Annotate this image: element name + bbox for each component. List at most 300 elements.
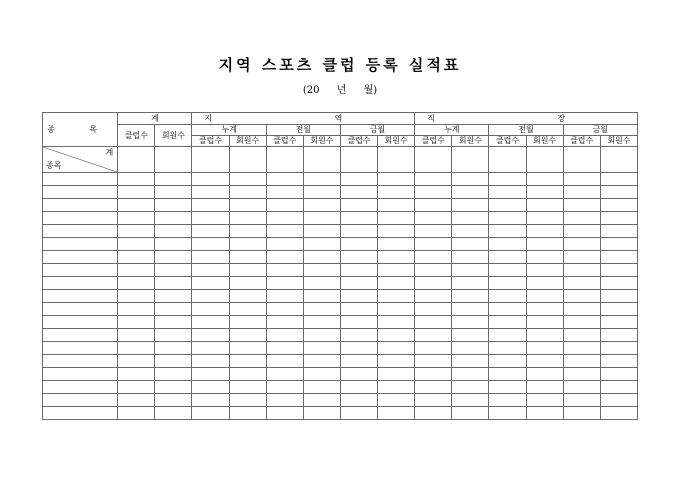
data-cell[interactable] xyxy=(600,199,637,212)
data-cell[interactable] xyxy=(526,173,563,186)
data-cell[interactable] xyxy=(563,212,600,225)
data-cell[interactable] xyxy=(563,173,600,186)
data-cell[interactable] xyxy=(563,316,600,329)
data-cell[interactable] xyxy=(340,277,377,290)
data-cell[interactable] xyxy=(192,368,229,381)
data-cell[interactable] xyxy=(600,238,637,251)
data-cell[interactable] xyxy=(489,251,526,264)
data-cell[interactable] xyxy=(600,186,637,199)
data-cell[interactable] xyxy=(118,316,155,329)
data-cell[interactable] xyxy=(155,147,192,173)
data-cell[interactable] xyxy=(526,394,563,407)
data-cell[interactable] xyxy=(192,342,229,355)
data-cell[interactable] xyxy=(303,355,340,368)
data-cell[interactable] xyxy=(526,355,563,368)
data-cell[interactable] xyxy=(489,394,526,407)
sport-cell[interactable] xyxy=(43,355,118,368)
data-cell[interactable] xyxy=(600,212,637,225)
data-cell[interactable] xyxy=(192,186,229,199)
data-cell[interactable] xyxy=(600,394,637,407)
data-cell[interactable] xyxy=(452,381,489,394)
data-cell[interactable] xyxy=(155,212,192,225)
data-cell[interactable] xyxy=(563,147,600,173)
data-cell[interactable] xyxy=(229,342,266,355)
data-cell[interactable] xyxy=(229,238,266,251)
data-cell[interactable] xyxy=(229,316,266,329)
table-row xyxy=(43,212,638,225)
data-cell[interactable] xyxy=(563,225,600,238)
data-cell[interactable] xyxy=(155,303,192,316)
data-cell[interactable] xyxy=(600,329,637,342)
data-cell[interactable] xyxy=(415,225,452,238)
data-cell[interactable] xyxy=(192,381,229,394)
data-cell[interactable] xyxy=(489,342,526,355)
data-cell[interactable] xyxy=(155,329,192,342)
data-cell[interactable] xyxy=(192,199,229,212)
data-cell[interactable] xyxy=(563,355,600,368)
data-cell[interactable] xyxy=(600,225,637,238)
sport-cell[interactable] xyxy=(43,290,118,303)
data-cell[interactable] xyxy=(155,381,192,394)
data-cell[interactable] xyxy=(415,186,452,199)
data-cell[interactable] xyxy=(192,212,229,225)
data-cell[interactable] xyxy=(563,186,600,199)
data-cell[interactable] xyxy=(303,329,340,342)
data-cell[interactable] xyxy=(526,290,563,303)
sport-cell[interactable] xyxy=(43,394,118,407)
data-cell[interactable] xyxy=(340,225,377,238)
data-cell[interactable] xyxy=(415,264,452,277)
data-cell[interactable] xyxy=(155,342,192,355)
data-cell[interactable] xyxy=(340,316,377,329)
data-cell[interactable] xyxy=(303,290,340,303)
data-cell[interactable] xyxy=(266,264,303,277)
data-cell[interactable] xyxy=(600,147,637,173)
data-cell[interactable] xyxy=(340,342,377,355)
sport-cell[interactable] xyxy=(43,303,118,316)
data-cell[interactable] xyxy=(340,290,377,303)
data-cell[interactable] xyxy=(452,147,489,173)
data-cell[interactable] xyxy=(452,303,489,316)
data-cell[interactable] xyxy=(192,173,229,186)
data-cell[interactable] xyxy=(489,303,526,316)
data-cell[interactable] xyxy=(452,199,489,212)
sport-cell[interactable] xyxy=(43,368,118,381)
data-cell[interactable] xyxy=(266,251,303,264)
data-cell[interactable] xyxy=(489,329,526,342)
data-cell[interactable] xyxy=(266,303,303,316)
data-cell[interactable] xyxy=(118,355,155,368)
data-cell[interactable] xyxy=(415,290,452,303)
data-cell[interactable] xyxy=(415,316,452,329)
data-cell[interactable] xyxy=(192,394,229,407)
data-cell[interactable] xyxy=(229,225,266,238)
data-cell[interactable] xyxy=(378,381,415,394)
data-cell[interactable] xyxy=(303,173,340,186)
data-cell[interactable] xyxy=(378,199,415,212)
data-cell[interactable] xyxy=(303,394,340,407)
data-cell[interactable] xyxy=(303,212,340,225)
data-cell[interactable] xyxy=(266,394,303,407)
data-cell[interactable] xyxy=(229,303,266,316)
data-cell[interactable] xyxy=(600,342,637,355)
data-cell[interactable] xyxy=(415,329,452,342)
data-cell[interactable] xyxy=(229,290,266,303)
data-cell[interactable] xyxy=(415,212,452,225)
data-cell[interactable] xyxy=(303,407,340,420)
data-cell[interactable] xyxy=(266,342,303,355)
data-cell[interactable] xyxy=(378,407,415,420)
data-cell[interactable] xyxy=(378,264,415,277)
data-cell[interactable] xyxy=(266,199,303,212)
data-cell[interactable] xyxy=(118,407,155,420)
data-cell[interactable] xyxy=(266,381,303,394)
data-cell[interactable] xyxy=(266,147,303,173)
data-cell[interactable] xyxy=(155,316,192,329)
data-cell[interactable] xyxy=(155,199,192,212)
data-cell[interactable] xyxy=(415,199,452,212)
data-cell[interactable] xyxy=(378,212,415,225)
data-cell[interactable] xyxy=(378,329,415,342)
data-cell[interactable] xyxy=(266,238,303,251)
data-cell[interactable] xyxy=(303,251,340,264)
data-cell[interactable] xyxy=(303,303,340,316)
data-cell[interactable] xyxy=(452,407,489,420)
data-cell[interactable] xyxy=(192,238,229,251)
data-cell[interactable] xyxy=(452,316,489,329)
data-cell[interactable] xyxy=(340,303,377,316)
data-cell[interactable] xyxy=(526,277,563,290)
data-cell[interactable] xyxy=(526,381,563,394)
data-cell[interactable] xyxy=(340,329,377,342)
data-cell[interactable] xyxy=(303,264,340,277)
data-cell[interactable] xyxy=(266,212,303,225)
data-cell[interactable] xyxy=(340,368,377,381)
data-cell[interactable] xyxy=(303,277,340,290)
sport-cell[interactable] xyxy=(43,199,118,212)
data-cell[interactable] xyxy=(340,186,377,199)
data-cell[interactable] xyxy=(229,277,266,290)
data-cell[interactable] xyxy=(415,355,452,368)
data-cell[interactable] xyxy=(563,290,600,303)
data-cell[interactable] xyxy=(378,368,415,381)
data-cell[interactable] xyxy=(118,147,155,173)
data-cell[interactable] xyxy=(526,199,563,212)
data-cell[interactable] xyxy=(229,147,266,173)
data-cell[interactable] xyxy=(155,225,192,238)
data-cell[interactable] xyxy=(415,147,452,173)
data-cell[interactable] xyxy=(452,329,489,342)
data-cell[interactable] xyxy=(489,407,526,420)
data-cell[interactable] xyxy=(526,238,563,251)
sport-cell[interactable] xyxy=(43,186,118,199)
data-cell[interactable] xyxy=(266,368,303,381)
data-cell[interactable] xyxy=(563,394,600,407)
data-cell[interactable] xyxy=(118,368,155,381)
data-cell[interactable] xyxy=(452,342,489,355)
sport-cell[interactable] xyxy=(43,225,118,238)
data-cell[interactable] xyxy=(489,316,526,329)
data-cell[interactable] xyxy=(155,251,192,264)
data-cell[interactable] xyxy=(266,173,303,186)
data-cell[interactable] xyxy=(415,251,452,264)
data-cell[interactable] xyxy=(600,251,637,264)
data-cell[interactable] xyxy=(452,173,489,186)
data-cell[interactable] xyxy=(118,199,155,212)
data-cell[interactable] xyxy=(192,147,229,173)
data-cell[interactable] xyxy=(118,251,155,264)
data-cell[interactable] xyxy=(229,212,266,225)
data-cell[interactable] xyxy=(192,290,229,303)
data-cell[interactable] xyxy=(526,342,563,355)
data-cell[interactable] xyxy=(340,355,377,368)
data-cell[interactable] xyxy=(452,251,489,264)
data-cell[interactable] xyxy=(452,264,489,277)
data-cell[interactable] xyxy=(378,290,415,303)
sport-cell[interactable] xyxy=(43,381,118,394)
data-cell[interactable] xyxy=(303,368,340,381)
data-cell[interactable] xyxy=(600,303,637,316)
data-cell[interactable] xyxy=(266,407,303,420)
data-cell[interactable] xyxy=(192,329,229,342)
data-cell[interactable] xyxy=(563,238,600,251)
sport-cell[interactable] xyxy=(43,277,118,290)
sport-cell[interactable] xyxy=(43,342,118,355)
sport-cell[interactable] xyxy=(43,238,118,251)
data-cell[interactable] xyxy=(192,316,229,329)
data-cell[interactable] xyxy=(415,407,452,420)
data-cell[interactable] xyxy=(415,303,452,316)
data-cell[interactable] xyxy=(303,147,340,173)
data-cell[interactable] xyxy=(378,277,415,290)
data-cell[interactable] xyxy=(489,355,526,368)
data-cell[interactable] xyxy=(229,355,266,368)
data-cell[interactable] xyxy=(452,394,489,407)
data-cell[interactable] xyxy=(303,316,340,329)
data-cell[interactable] xyxy=(266,186,303,199)
data-cell[interactable] xyxy=(415,368,452,381)
data-cell[interactable] xyxy=(489,264,526,277)
data-cell[interactable] xyxy=(452,186,489,199)
data-cell[interactable] xyxy=(229,368,266,381)
data-cell[interactable] xyxy=(155,277,192,290)
data-cell[interactable] xyxy=(600,355,637,368)
data-cell[interactable] xyxy=(229,264,266,277)
data-cell[interactable] xyxy=(563,303,600,316)
data-cell[interactable] xyxy=(118,290,155,303)
data-cell[interactable] xyxy=(118,238,155,251)
data-cell[interactable] xyxy=(266,316,303,329)
data-cell[interactable] xyxy=(303,225,340,238)
data-cell[interactable] xyxy=(192,303,229,316)
data-cell[interactable] xyxy=(118,394,155,407)
data-cell[interactable] xyxy=(600,316,637,329)
data-cell[interactable] xyxy=(563,342,600,355)
data-cell[interactable] xyxy=(526,329,563,342)
data-cell[interactable] xyxy=(563,329,600,342)
data-cell[interactable] xyxy=(340,407,377,420)
data-cell[interactable] xyxy=(526,264,563,277)
data-cell[interactable] xyxy=(415,342,452,355)
data-cell[interactable] xyxy=(155,264,192,277)
data-cell[interactable] xyxy=(526,147,563,173)
data-cell[interactable] xyxy=(155,368,192,381)
data-cell[interactable] xyxy=(489,238,526,251)
data-cell[interactable] xyxy=(452,238,489,251)
data-cell[interactable] xyxy=(118,381,155,394)
data-cell[interactable] xyxy=(378,342,415,355)
data-cell[interactable] xyxy=(340,381,377,394)
data-cell[interactable] xyxy=(266,290,303,303)
data-cell[interactable] xyxy=(600,277,637,290)
data-cell[interactable] xyxy=(303,342,340,355)
data-cell[interactable] xyxy=(526,303,563,316)
data-cell[interactable] xyxy=(155,355,192,368)
data-cell[interactable] xyxy=(192,277,229,290)
data-cell[interactable] xyxy=(600,381,637,394)
data-cell[interactable] xyxy=(229,394,266,407)
data-cell[interactable] xyxy=(378,173,415,186)
data-cell[interactable] xyxy=(118,303,155,316)
data-cell[interactable] xyxy=(378,186,415,199)
data-cell[interactable] xyxy=(192,264,229,277)
data-cell[interactable] xyxy=(118,342,155,355)
data-cell[interactable] xyxy=(415,381,452,394)
data-cell[interactable] xyxy=(415,238,452,251)
data-cell[interactable] xyxy=(378,316,415,329)
data-cell[interactable] xyxy=(563,407,600,420)
data-cell[interactable] xyxy=(489,381,526,394)
data-cell[interactable] xyxy=(378,238,415,251)
data-cell[interactable] xyxy=(229,173,266,186)
data-cell[interactable] xyxy=(600,173,637,186)
sport-cell[interactable] xyxy=(43,329,118,342)
sport-cell[interactable] xyxy=(43,264,118,277)
data-cell[interactable] xyxy=(192,355,229,368)
data-cell[interactable] xyxy=(229,186,266,199)
data-cell[interactable] xyxy=(600,407,637,420)
data-cell[interactable] xyxy=(266,225,303,238)
data-cell[interactable] xyxy=(563,264,600,277)
data-cell[interactable] xyxy=(155,238,192,251)
data-cell[interactable] xyxy=(118,173,155,186)
data-cell[interactable] xyxy=(266,329,303,342)
data-cell[interactable] xyxy=(489,225,526,238)
data-cell[interactable] xyxy=(489,186,526,199)
data-cell[interactable] xyxy=(378,147,415,173)
data-cell[interactable] xyxy=(489,199,526,212)
data-cell[interactable] xyxy=(303,238,340,251)
data-cell[interactable] xyxy=(452,355,489,368)
data-cell[interactable] xyxy=(118,277,155,290)
data-cell[interactable] xyxy=(155,290,192,303)
data-cell[interactable] xyxy=(526,368,563,381)
data-cell[interactable] xyxy=(378,394,415,407)
data-cell[interactable] xyxy=(526,316,563,329)
data-cell[interactable] xyxy=(229,199,266,212)
data-cell[interactable] xyxy=(415,394,452,407)
data-cell[interactable] xyxy=(378,303,415,316)
data-cell[interactable] xyxy=(452,225,489,238)
data-cell[interactable] xyxy=(303,186,340,199)
data-cell[interactable] xyxy=(563,381,600,394)
data-cell[interactable] xyxy=(415,173,452,186)
data-cell[interactable] xyxy=(563,251,600,264)
data-cell[interactable] xyxy=(526,225,563,238)
data-cell[interactable] xyxy=(563,368,600,381)
data-cell[interactable] xyxy=(118,212,155,225)
data-cell[interactable] xyxy=(229,251,266,264)
data-cell[interactable] xyxy=(340,251,377,264)
sport-cell[interactable] xyxy=(43,251,118,264)
data-cell[interactable] xyxy=(192,407,229,420)
data-cell[interactable] xyxy=(118,186,155,199)
data-cell[interactable] xyxy=(378,225,415,238)
data-cell[interactable] xyxy=(526,212,563,225)
data-cell[interactable] xyxy=(489,212,526,225)
data-cell[interactable] xyxy=(118,225,155,238)
data-cell[interactable] xyxy=(118,264,155,277)
data-cell[interactable] xyxy=(303,199,340,212)
data-cell[interactable] xyxy=(229,381,266,394)
data-cell[interactable] xyxy=(563,199,600,212)
data-cell[interactable] xyxy=(526,407,563,420)
data-cell[interactable] xyxy=(600,368,637,381)
data-cell[interactable] xyxy=(340,212,377,225)
data-cell[interactable] xyxy=(229,329,266,342)
data-cell[interactable] xyxy=(340,147,377,173)
data-cell[interactable] xyxy=(600,290,637,303)
data-cell[interactable] xyxy=(340,199,377,212)
data-cell[interactable] xyxy=(452,290,489,303)
sport-cell[interactable] xyxy=(43,212,118,225)
data-cell[interactable] xyxy=(526,186,563,199)
data-cell[interactable] xyxy=(563,277,600,290)
data-cell[interactable] xyxy=(489,173,526,186)
data-cell[interactable] xyxy=(489,277,526,290)
data-cell[interactable] xyxy=(526,251,563,264)
data-cell[interactable] xyxy=(452,368,489,381)
data-cell[interactable] xyxy=(192,251,229,264)
data-cell[interactable] xyxy=(489,290,526,303)
data-cell[interactable] xyxy=(155,173,192,186)
data-cell[interactable] xyxy=(266,355,303,368)
data-cell[interactable] xyxy=(340,394,377,407)
data-cell[interactable] xyxy=(155,407,192,420)
data-cell[interactable] xyxy=(340,238,377,251)
data-cell[interactable] xyxy=(118,329,155,342)
data-cell[interactable] xyxy=(155,394,192,407)
data-cell[interactable] xyxy=(303,381,340,394)
data-cell[interactable] xyxy=(266,277,303,290)
data-cell[interactable] xyxy=(452,212,489,225)
data-cell[interactable] xyxy=(155,186,192,199)
sport-cell[interactable] xyxy=(43,316,118,329)
sport-cell[interactable] xyxy=(43,173,118,186)
data-cell[interactable] xyxy=(340,173,377,186)
data-cell[interactable] xyxy=(600,264,637,277)
data-cell[interactable] xyxy=(415,277,452,290)
data-cell[interactable] xyxy=(378,251,415,264)
data-cell[interactable] xyxy=(452,277,489,290)
data-cell[interactable] xyxy=(192,225,229,238)
data-cell[interactable] xyxy=(340,264,377,277)
data-cell[interactable] xyxy=(378,355,415,368)
data-cell[interactable] xyxy=(229,407,266,420)
sport-cell[interactable] xyxy=(43,407,118,420)
data-cell[interactable] xyxy=(489,147,526,173)
data-cell[interactable] xyxy=(489,368,526,381)
